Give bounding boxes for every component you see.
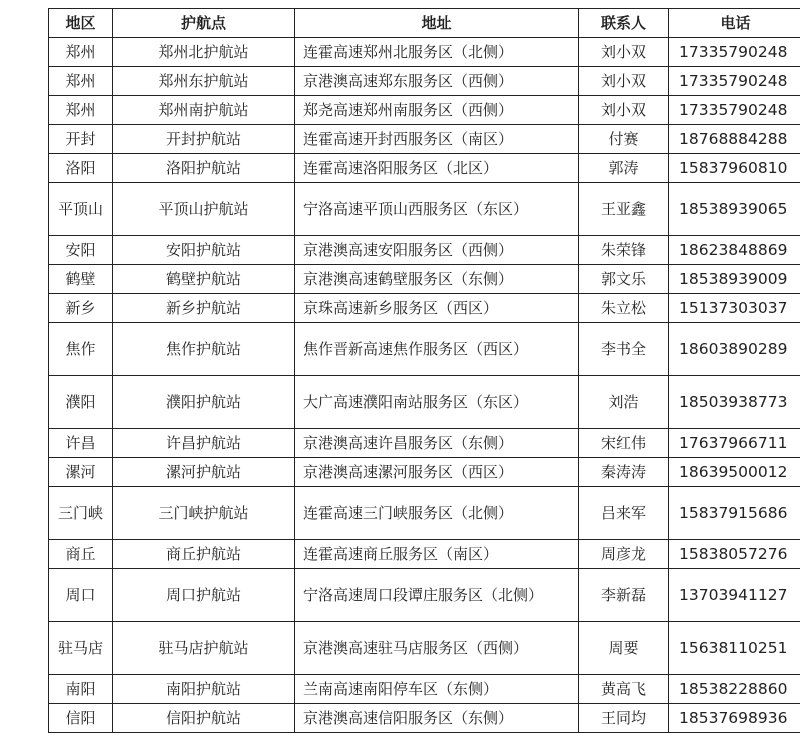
address-cell: 兰南高速南阳停车区（东侧） bbox=[295, 675, 579, 704]
region-cell: 郑州 bbox=[49, 96, 113, 125]
station-cell: 郑州南护航站 bbox=[113, 96, 295, 125]
table-row bbox=[49, 183, 800, 236]
address-cell: 连霍高速郑州北服务区（北侧） bbox=[295, 38, 579, 67]
station-cell: 郑州东护航站 bbox=[113, 67, 295, 96]
table-row bbox=[49, 376, 800, 429]
contact-cell: 刘浩 bbox=[579, 376, 669, 429]
phone-cell: 18768884288 bbox=[669, 125, 800, 154]
address-cell: 京港澳高速漯河服务区（西区） bbox=[295, 458, 579, 487]
address-cell: 大广高速濮阳南站服务区（东区） bbox=[295, 376, 579, 429]
address-cell: 焦作晋新高速焦作服务区（西区） bbox=[295, 323, 579, 376]
station-cell: 濮阳护航站 bbox=[113, 376, 295, 429]
station-cell: 郑州北护航站 bbox=[113, 38, 295, 67]
region-cell: 驻马店 bbox=[49, 622, 113, 675]
station-cell: 焦作护航站 bbox=[113, 323, 295, 376]
contact-cell: 吕来军 bbox=[579, 487, 669, 540]
header-contact: 联系人 bbox=[579, 9, 669, 38]
region-cell: 濮阳 bbox=[49, 376, 113, 429]
contact-cell: 周要 bbox=[579, 622, 669, 675]
table-row bbox=[49, 96, 800, 125]
table-row bbox=[49, 236, 800, 265]
phone-cell: 17335790248 bbox=[669, 67, 800, 96]
header-station: 护航点 bbox=[113, 9, 295, 38]
address-cell: 宁洛高速周口段谭庄服务区（北侧） bbox=[295, 569, 579, 622]
table-row bbox=[49, 622, 800, 675]
contact-cell: 郭文乐 bbox=[579, 265, 669, 294]
table-row bbox=[49, 125, 800, 154]
phone-cell: 17335790248 bbox=[669, 96, 800, 125]
contact-cell: 王同均 bbox=[579, 704, 669, 733]
station-cell: 周口护航站 bbox=[113, 569, 295, 622]
contact-cell: 黄高飞 bbox=[579, 675, 669, 704]
contact-cell: 周彦龙 bbox=[579, 540, 669, 569]
header-phone: 电话 bbox=[669, 9, 800, 38]
header-region: 地区 bbox=[49, 9, 113, 38]
address-cell: 京港澳高速驻马店服务区（西侧） bbox=[295, 622, 579, 675]
phone-cell: 15837960810 bbox=[669, 154, 800, 183]
station-cell: 三门峡护航站 bbox=[113, 487, 295, 540]
table-row bbox=[49, 458, 800, 487]
region-cell: 新乡 bbox=[49, 294, 113, 323]
phone-cell: 18639500012 bbox=[669, 458, 800, 487]
address-cell: 宁洛高速平顶山西服务区（东区） bbox=[295, 183, 579, 236]
address-cell: 连霍高速洛阳服务区（北区） bbox=[295, 154, 579, 183]
table-body bbox=[49, 38, 800, 733]
contact-cell: 宋红伟 bbox=[579, 429, 669, 458]
contact-cell: 郭涛 bbox=[579, 154, 669, 183]
table-row bbox=[49, 675, 800, 704]
phone-cell: 13703941127 bbox=[669, 569, 800, 622]
phone-cell: 18503938773 bbox=[669, 376, 800, 429]
table-row bbox=[49, 265, 800, 294]
address-cell: 郑尧高速郑州南服务区（西侧） bbox=[295, 96, 579, 125]
phone-cell: 15638110251 bbox=[669, 622, 800, 675]
station-cell: 平顶山护航站 bbox=[113, 183, 295, 236]
region-cell: 郑州 bbox=[49, 38, 113, 67]
contact-cell: 秦涛涛 bbox=[579, 458, 669, 487]
region-cell: 周口 bbox=[49, 569, 113, 622]
station-cell: 新乡护航站 bbox=[113, 294, 295, 323]
table-row bbox=[49, 67, 800, 96]
station-cell: 洛阳护航站 bbox=[113, 154, 295, 183]
station-cell: 信阳护航站 bbox=[113, 704, 295, 733]
table-row bbox=[49, 294, 800, 323]
phone-cell: 18537698936 bbox=[669, 704, 800, 733]
station-cell: 南阳护航站 bbox=[113, 675, 295, 704]
table-row bbox=[49, 38, 800, 67]
region-cell: 南阳 bbox=[49, 675, 113, 704]
region-cell: 商丘 bbox=[49, 540, 113, 569]
table-row bbox=[49, 323, 800, 376]
table-row bbox=[49, 487, 800, 540]
contact-cell: 刘小双 bbox=[579, 67, 669, 96]
region-cell: 安阳 bbox=[49, 236, 113, 265]
address-cell: 京港澳高速安阳服务区（西侧） bbox=[295, 236, 579, 265]
region-cell: 漯河 bbox=[49, 458, 113, 487]
phone-cell: 17637966711 bbox=[669, 429, 800, 458]
station-cell: 开封护航站 bbox=[113, 125, 295, 154]
region-cell: 许昌 bbox=[49, 429, 113, 458]
station-cell: 安阳护航站 bbox=[113, 236, 295, 265]
region-cell: 焦作 bbox=[49, 323, 113, 376]
contact-cell: 朱荣锋 bbox=[579, 236, 669, 265]
station-cell: 漯河护航站 bbox=[113, 458, 295, 487]
phone-cell: 15837915686 bbox=[669, 487, 800, 540]
region-cell: 郑州 bbox=[49, 67, 113, 96]
contact-cell: 李书全 bbox=[579, 323, 669, 376]
address-cell: 京港澳高速许昌服务区（东侧） bbox=[295, 429, 579, 458]
station-cell: 鹤壁护航站 bbox=[113, 265, 295, 294]
phone-cell: 18603890289 bbox=[669, 323, 800, 376]
table-row bbox=[49, 569, 800, 622]
address-cell: 京港澳高速郑东服务区（西侧） bbox=[295, 67, 579, 96]
region-cell: 鹤壁 bbox=[49, 265, 113, 294]
contact-cell: 朱立松 bbox=[579, 294, 669, 323]
phone-cell: 15838057276 bbox=[669, 540, 800, 569]
phone-cell: 17335790248 bbox=[669, 38, 800, 67]
region-cell: 开封 bbox=[49, 125, 113, 154]
address-cell: 连霍高速三门峡服务区（北侧） bbox=[295, 487, 579, 540]
address-cell: 京珠高速新乡服务区（西区） bbox=[295, 294, 579, 323]
contact-cell: 付赛 bbox=[579, 125, 669, 154]
contact-cell: 李新磊 bbox=[579, 569, 669, 622]
table-row bbox=[49, 540, 800, 569]
phone-cell: 15137303037 bbox=[669, 294, 800, 323]
table-header bbox=[49, 9, 800, 38]
address-cell: 京港澳高速信阳服务区（东侧） bbox=[295, 704, 579, 733]
address-cell: 连霍高速开封西服务区（南区） bbox=[295, 125, 579, 154]
phone-cell: 18538939009 bbox=[669, 265, 800, 294]
station-cell: 驻马店护航站 bbox=[113, 622, 295, 675]
phone-cell: 18538939065 bbox=[669, 183, 800, 236]
phone-cell: 18623848869 bbox=[669, 236, 800, 265]
address-cell: 连霍高速商丘服务区（南区） bbox=[295, 540, 579, 569]
phone-cell: 18538228860 bbox=[669, 675, 800, 704]
station-cell: 许昌护航站 bbox=[113, 429, 295, 458]
contact-cell: 王亚鑫 bbox=[579, 183, 669, 236]
table-row bbox=[49, 704, 800, 733]
table-row bbox=[49, 429, 800, 458]
region-cell: 三门峡 bbox=[49, 487, 113, 540]
contact-cell: 刘小双 bbox=[579, 38, 669, 67]
region-cell: 洛阳 bbox=[49, 154, 113, 183]
contact-cell: 刘小双 bbox=[579, 96, 669, 125]
escort-station-table bbox=[48, 8, 800, 733]
station-cell: 商丘护航站 bbox=[113, 540, 295, 569]
region-cell: 信阳 bbox=[49, 704, 113, 733]
region-cell: 平顶山 bbox=[49, 183, 113, 236]
header-address: 地址 bbox=[295, 9, 579, 38]
address-cell: 京港澳高速鹤壁服务区（东侧） bbox=[295, 265, 579, 294]
table-row bbox=[49, 154, 800, 183]
